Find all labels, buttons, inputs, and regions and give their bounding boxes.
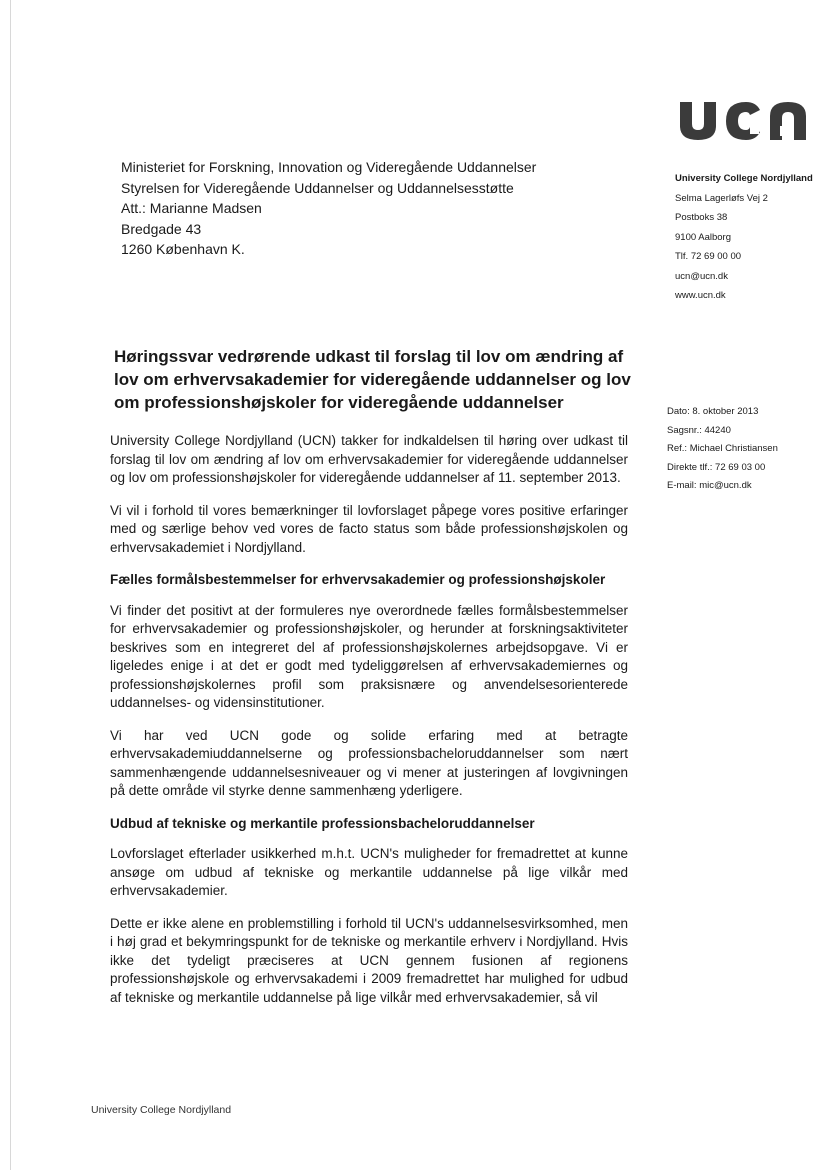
meta-date: Dato: 8. oktober 2013	[667, 406, 759, 417]
sender-line: ucn@ucn.dk	[675, 270, 728, 282]
sender-line: www.ucn.dk	[675, 290, 726, 301]
recipient-line: Bredgade 43	[121, 220, 202, 237]
sender-line: Tlf. 72 69 00 00	[675, 251, 742, 262]
section-heading: Fælles formålsbestemmelser for erhvervsakademier og professionshøjskoler	[110, 572, 606, 587]
sender-line: Postboks 38	[675, 212, 728, 223]
body-paragraph: Vi finder det positivt at der formuleres nye overordnede fælles formålsbestemmelser for erhvervsakademier og professionshøjskoler, og herunder at forskningsaktiviteter beskrives som en integreret del af professionshøjskolernes arbejdsopgave. Vi er ligeledes enige i at det er godt med tydeliggørelsen af erhvervsakademiernes og professionshøjskolernes profil som praksisnære og anvendelsesorienterede uddannelses- og vidensinstitutioner.	[110, 602, 628, 710]
recipient-line: Styrelsen for Videregående Uddannelser og Uddannelsesstøtte	[121, 179, 514, 196]
document-body	[110, 432, 628, 1021]
recipient-line: 1260 København K.	[121, 241, 245, 257]
document-meta	[667, 403, 827, 496]
recipient-line: Ministeriet for Forskning, Innovation og Videregående Uddannelser	[121, 159, 537, 175]
ucn-logo-icon	[676, 96, 816, 142]
meta-phone: Direkte tlf.: 72 69 03 00	[667, 461, 766, 473]
body-paragraph: Dette er ikke alene en problemstilling i forhold til UCN's uddannelsesvirksomhed, men i høj grad et bekymringspunkt for de tekniske og merkantile erhverv i Nordjylland. Hvis ikke det tydeligt præciseres at UCN gennem fusionen af regionens professionshøjskole og erhvervsakademi i 2009 fremadrettet har mulighed for udbud af tekniske og merkantile uddannelse på lige vilkår med erhvervsakademier, så vil	[110, 915, 628, 1005]
sender-line: Selma Lagerløfs Vej 2	[675, 192, 768, 204]
document-title: Høringssvar vedrørende udkast til forslag til lov om ændring af lov om erhvervsakademier for videregående uddannelser og lov om professionshøjskoler for videregående uddannelser	[114, 347, 631, 412]
section-heading: Udbud af tekniske og merkantile professionsbacheloruddannelser	[110, 815, 535, 831]
recipient-address	[121, 157, 581, 260]
body-paragraph: Lovforslaget efterlader usikkerhed m.h.t. UCN's muligheder for fremadrettet at kunne ansøge om udbud af tekniske og merkantile uddannelse på lige vilkår med erhvervsakademier.	[110, 846, 628, 898]
body-paragraph: Vi vil i forhold til vores bemærkninger til lovforslaget påpege vores positive erfaringer med og særlige behov ved vores de facto status som både professionshøjskolen og erhvervsakademiet i Nordjylland.	[110, 502, 628, 555]
meta-reference: Ref.: Michael Christiansen	[667, 443, 778, 454]
sender-org: University College Nordjylland	[675, 173, 813, 184]
page-footer: University College Nordjylland	[91, 1104, 232, 1116]
recipient-line: Att.: Marianne Madsen	[121, 200, 262, 216]
page-edge	[10, 0, 11, 1170]
body-paragraph: University College Nordjylland (UCN) takker for indkaldelsen til høring over udkast til forslag til lov om ændring af lov om erhvervsakademier for videregående uddannelser og lov om professionshøjskoler for videregående uddannelser af 11. september 2013.	[110, 433, 628, 485]
meta-email: E-mail: mic@ucn.dk	[667, 480, 752, 491]
sender-line: 9100 Aalborg	[675, 231, 731, 243]
body-paragraph: Vi har ved UCN gode og solide erfaring med at betragte erhvervsakademiuddannelserne og professionsbacheloruddannelser som nært sammenhængende uddannelsesniveauer og vi mener at justeringen af lovgivningen på dette område vil styrke denne sammenhæng yderligere.	[110, 727, 628, 798]
meta-case-number: Sagsnr.: 44240	[667, 424, 731, 436]
sender-address	[675, 169, 825, 306]
